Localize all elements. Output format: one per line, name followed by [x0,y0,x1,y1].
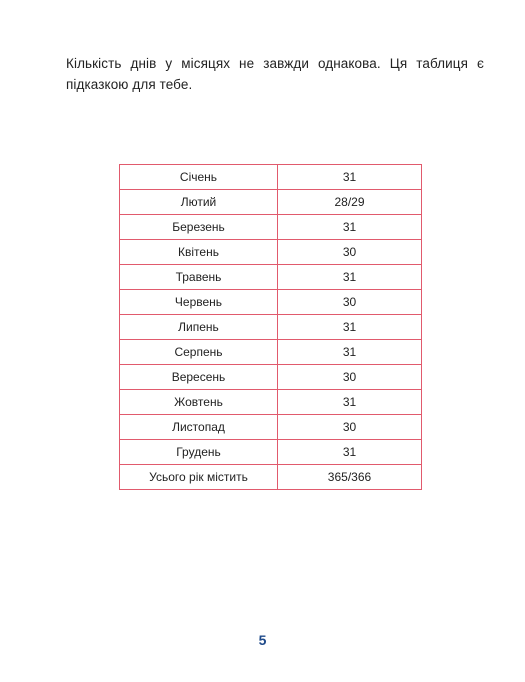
days-cell: 28/29 [278,190,422,215]
days-cell: 31 [278,440,422,465]
table-row [120,215,422,240]
month-cell: Серпень [120,340,278,365]
month-cell: Травень [120,265,278,290]
table-row [120,290,422,315]
days-cell: 31 [278,215,422,240]
page-number: 5 [258,632,267,648]
month-cell: Вересень [120,365,278,390]
days-cell: 30 [278,365,422,390]
days-cell: 31 [278,315,422,340]
days-cell: 30 [278,290,422,315]
table-row [120,190,422,215]
table-row [120,365,422,390]
days-cell: 31 [278,265,422,290]
table-row [120,265,422,290]
month-cell: Березень [120,215,278,240]
month-cell: Квітень [120,240,278,265]
total-days-cell: 365/366 [278,465,422,490]
days-cell: 30 [278,240,422,265]
table-row [120,390,422,415]
days-cell: 31 [278,165,422,190]
table-row [120,415,422,440]
intro-paragraph: Кількість днів у місяцях не завжди однакова. Ця таблиця є підказкою для тебе. [66,56,484,92]
table-row [120,165,422,190]
table-row [120,340,422,365]
month-cell: Червень [120,290,278,315]
month-cell: Грудень [120,440,278,465]
month-cell: Липень [120,315,278,340]
days-cell: 31 [278,390,422,415]
table-row [120,440,422,465]
table-row [120,240,422,265]
month-cell: Січень [120,165,278,190]
month-cell: Листопад [120,415,278,440]
table-total-row [120,465,422,490]
days-cell: 30 [278,415,422,440]
total-label-cell: Усього рік містить [120,465,278,490]
month-cell: Лютий [120,190,278,215]
table-row [120,315,422,340]
days-in-months-table [119,164,422,490]
month-cell: Жовтень [120,390,278,415]
days-cell: 31 [278,340,422,365]
